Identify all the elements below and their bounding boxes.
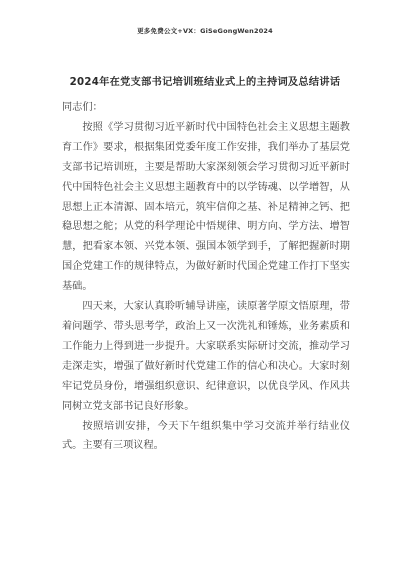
paragraph: 按照培训安排，今天下午组织集中学习交流并举行结业仪式。主要有三项议程。	[62, 420, 350, 452]
header-note: 更多免费公文+VX：GiSeGongWen2024	[137, 27, 273, 35]
paragraph: 四天来，大家认真聆听辅导讲座，读原著学原文悟原理，带着问题学、带头思考学，政治上又一次洗礼和锤炼，业务素质和工作能力上得到进一步提升。大家联系实际研讨交流，推动学习走深走实，增强了做好新时代党建工作的信心和决心。大家时刻牢记党员身份，增强组织意识、纪律意识，以优良学风、作风共同树立党支部书记良好形象。	[62, 301, 350, 412]
paragraph: 按照《学习贯彻习近平新时代中国特色社会主义思想主题教育工作》要求，根据集团党委年度工作安排，我们举办了基层党支部书记培训班，主要是帮助大家深刻领会学习贯彻习近平新时代中国特色社会主义思想主题教育中的以学铸魂、以学增智，从思想上正本清源、固本培元，筑牢信仰之基、补足精神之钙、把稳思想之舵；从党的科学理论中悟规律、明方向、学方法、增智慧，把看家本领、兴党本领、强国本领学到手，了解把握新时期国企党建工作的规律特点，为做好新时代国企党建工作打下坚实基础。	[62, 121, 350, 293]
document-body	[62, 98, 350, 456]
salutation: 同志们：	[62, 102, 103, 113]
document-title: 2024年在党支部书记培训班结业式上的主持词及总结讲话	[69, 77, 341, 88]
